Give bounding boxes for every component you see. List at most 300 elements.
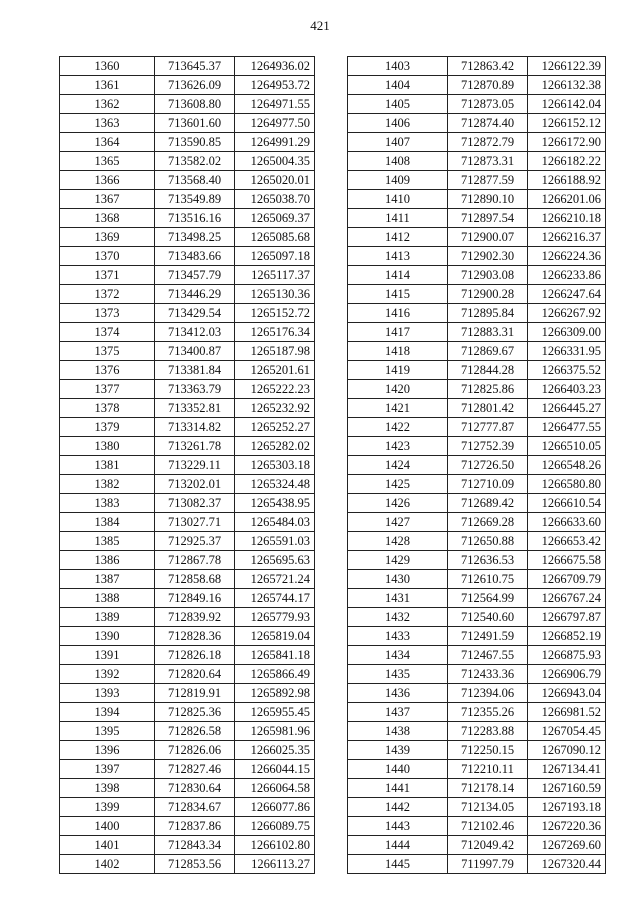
x-coordinate-cell: 712873.31	[448, 152, 528, 171]
x-coordinate-cell: 712102.46	[448, 817, 528, 836]
table-row	[348, 418, 606, 437]
table-row	[348, 798, 606, 817]
point-number-cell: 1417	[348, 323, 448, 342]
x-coordinate-cell: 712752.39	[448, 437, 528, 456]
x-coordinate-cell: 713457.79	[155, 266, 235, 285]
x-coordinate-cell: 711997.79	[448, 855, 528, 874]
x-coordinate-cell: 712903.08	[448, 266, 528, 285]
table-row	[348, 133, 606, 152]
point-number-cell: 1430	[348, 570, 448, 589]
table-row	[60, 304, 315, 323]
x-coordinate-cell: 712872.79	[448, 133, 528, 152]
y-coordinate-cell: 1266025.35	[235, 741, 315, 760]
x-coordinate-cell: 712834.67	[155, 798, 235, 817]
table-row	[60, 171, 315, 190]
point-number-cell: 1425	[348, 475, 448, 494]
y-coordinate-cell: 1265130.36	[235, 285, 315, 304]
point-number-cell: 1420	[348, 380, 448, 399]
point-number-cell: 1406	[348, 114, 448, 133]
coordinates-table-left	[59, 56, 315, 874]
point-number-cell: 1435	[348, 665, 448, 684]
x-coordinate-cell: 713590.85	[155, 133, 235, 152]
y-coordinate-cell: 1266331.95	[528, 342, 606, 361]
table-row	[60, 532, 315, 551]
point-number-cell: 1365	[60, 152, 155, 171]
table-row	[60, 798, 315, 817]
point-number-cell: 1411	[348, 209, 448, 228]
x-coordinate-cell: 712825.86	[448, 380, 528, 399]
table-row	[60, 570, 315, 589]
x-coordinate-cell: 713400.87	[155, 342, 235, 361]
x-coordinate-cell: 712433.36	[448, 665, 528, 684]
point-number-cell: 1395	[60, 722, 155, 741]
table-row	[60, 456, 315, 475]
x-coordinate-cell: 712610.75	[448, 570, 528, 589]
y-coordinate-cell: 1265097.18	[235, 247, 315, 266]
table-row	[60, 209, 315, 228]
coordinates-table-right	[347, 56, 606, 874]
point-number-cell: 1442	[348, 798, 448, 817]
x-coordinate-cell: 712863.42	[448, 57, 528, 76]
table-row	[60, 817, 315, 836]
x-coordinate-cell: 712355.26	[448, 703, 528, 722]
table-row	[348, 817, 606, 836]
point-number-cell: 1428	[348, 532, 448, 551]
point-number-cell: 1432	[348, 608, 448, 627]
table-row	[60, 779, 315, 798]
x-coordinate-cell: 713229.11	[155, 456, 235, 475]
point-number-cell: 1377	[60, 380, 155, 399]
x-coordinate-cell: 712867.78	[155, 551, 235, 570]
y-coordinate-cell: 1265201.61	[235, 361, 315, 380]
table-row	[60, 684, 315, 703]
point-number-cell: 1402	[60, 855, 155, 874]
point-number-cell: 1412	[348, 228, 448, 247]
point-number-cell: 1437	[348, 703, 448, 722]
table-row	[60, 95, 315, 114]
point-number-cell: 1393	[60, 684, 155, 703]
y-coordinate-cell: 1265252.27	[235, 418, 315, 437]
point-number-cell: 1387	[60, 570, 155, 589]
point-number-cell: 1392	[60, 665, 155, 684]
table-row	[60, 589, 315, 608]
table-row	[60, 760, 315, 779]
table-row	[60, 247, 315, 266]
table-row	[348, 494, 606, 513]
x-coordinate-cell: 713498.25	[155, 228, 235, 247]
point-number-cell: 1389	[60, 608, 155, 627]
point-number-cell: 1405	[348, 95, 448, 114]
point-number-cell: 1426	[348, 494, 448, 513]
table-row	[60, 133, 315, 152]
table-row	[60, 228, 315, 247]
point-number-cell: 1418	[348, 342, 448, 361]
x-coordinate-cell: 712870.89	[448, 76, 528, 95]
y-coordinate-cell: 1265484.03	[235, 513, 315, 532]
table-row	[60, 76, 315, 95]
x-coordinate-cell: 712925.37	[155, 532, 235, 551]
y-coordinate-cell: 1266201.06	[528, 190, 606, 209]
y-coordinate-cell: 1265038.70	[235, 190, 315, 209]
table-row	[60, 323, 315, 342]
y-coordinate-cell: 1266510.05	[528, 437, 606, 456]
table-row	[60, 437, 315, 456]
x-coordinate-cell: 713082.37	[155, 494, 235, 513]
x-coordinate-cell: 712540.60	[448, 608, 528, 627]
x-coordinate-cell: 712394.06	[448, 684, 528, 703]
x-coordinate-cell: 712900.28	[448, 285, 528, 304]
table-row	[60, 836, 315, 855]
point-number-cell: 1440	[348, 760, 448, 779]
y-coordinate-cell: 1267054.45	[528, 722, 606, 741]
x-coordinate-cell: 712844.28	[448, 361, 528, 380]
y-coordinate-cell: 1266064.58	[235, 779, 315, 798]
y-coordinate-cell: 1266653.42	[528, 532, 606, 551]
y-coordinate-cell: 1265282.02	[235, 437, 315, 456]
x-coordinate-cell: 712869.67	[448, 342, 528, 361]
table-row	[348, 855, 606, 874]
y-coordinate-cell: 1265591.03	[235, 532, 315, 551]
y-coordinate-cell: 1267134.41	[528, 760, 606, 779]
y-coordinate-cell: 1265955.45	[235, 703, 315, 722]
y-coordinate-cell: 1266077.86	[235, 798, 315, 817]
table-row	[60, 494, 315, 513]
table-row	[348, 570, 606, 589]
point-number-cell: 1391	[60, 646, 155, 665]
table-row	[60, 361, 315, 380]
point-number-cell: 1394	[60, 703, 155, 722]
y-coordinate-cell: 1267269.60	[528, 836, 606, 855]
table-row	[60, 57, 315, 76]
y-coordinate-cell: 1265020.01	[235, 171, 315, 190]
table-row	[348, 228, 606, 247]
table-row	[60, 608, 315, 627]
point-number-cell: 1386	[60, 551, 155, 570]
point-number-cell: 1421	[348, 399, 448, 418]
point-number-cell: 1414	[348, 266, 448, 285]
table-row	[60, 741, 315, 760]
y-coordinate-cell: 1265085.68	[235, 228, 315, 247]
table-row	[348, 190, 606, 209]
point-number-cell: 1438	[348, 722, 448, 741]
point-number-cell: 1369	[60, 228, 155, 247]
x-coordinate-cell: 712049.42	[448, 836, 528, 855]
x-coordinate-cell: 712828.36	[155, 627, 235, 646]
x-coordinate-cell: 712827.46	[155, 760, 235, 779]
point-number-cell: 1423	[348, 437, 448, 456]
table-row	[60, 722, 315, 741]
y-coordinate-cell: 1265176.34	[235, 323, 315, 342]
point-number-cell: 1373	[60, 304, 155, 323]
y-coordinate-cell: 1266267.92	[528, 304, 606, 323]
x-coordinate-cell: 712467.55	[448, 646, 528, 665]
y-coordinate-cell: 1266233.86	[528, 266, 606, 285]
point-number-cell: 1419	[348, 361, 448, 380]
point-number-cell: 1408	[348, 152, 448, 171]
y-coordinate-cell: 1265779.93	[235, 608, 315, 627]
point-number-cell: 1429	[348, 551, 448, 570]
y-coordinate-cell: 1265819.04	[235, 627, 315, 646]
table-row	[348, 152, 606, 171]
x-coordinate-cell: 712283.88	[448, 722, 528, 741]
point-number-cell: 1436	[348, 684, 448, 703]
point-number-cell: 1362	[60, 95, 155, 114]
point-number-cell: 1404	[348, 76, 448, 95]
table-row	[60, 152, 315, 171]
y-coordinate-cell: 1266852.19	[528, 627, 606, 646]
table-row	[348, 114, 606, 133]
y-coordinate-cell: 1266875.93	[528, 646, 606, 665]
y-coordinate-cell: 1265721.24	[235, 570, 315, 589]
y-coordinate-cell: 1267220.36	[528, 817, 606, 836]
x-coordinate-cell: 712726.50	[448, 456, 528, 475]
x-coordinate-cell: 712826.06	[155, 741, 235, 760]
point-number-cell: 1382	[60, 475, 155, 494]
point-number-cell: 1441	[348, 779, 448, 798]
x-coordinate-cell: 713608.80	[155, 95, 235, 114]
table-row	[348, 57, 606, 76]
y-coordinate-cell: 1265866.49	[235, 665, 315, 684]
x-coordinate-cell: 713601.60	[155, 114, 235, 133]
x-coordinate-cell: 713429.54	[155, 304, 235, 323]
table-row	[348, 551, 606, 570]
page-number: 421	[310, 18, 330, 33]
y-coordinate-cell: 1265117.37	[235, 266, 315, 285]
x-coordinate-cell: 713582.02	[155, 152, 235, 171]
x-coordinate-cell: 713381.84	[155, 361, 235, 380]
y-coordinate-cell: 1266102.80	[235, 836, 315, 855]
x-coordinate-cell: 712669.28	[448, 513, 528, 532]
point-number-cell: 1444	[348, 836, 448, 855]
table-row	[60, 285, 315, 304]
point-number-cell: 1399	[60, 798, 155, 817]
table-row	[348, 646, 606, 665]
x-coordinate-cell: 713446.29	[155, 285, 235, 304]
x-coordinate-cell: 713261.78	[155, 437, 235, 456]
y-coordinate-cell: 1264991.29	[235, 133, 315, 152]
table-row	[60, 855, 315, 874]
table-row	[348, 684, 606, 703]
table-row	[60, 665, 315, 684]
point-number-cell: 1433	[348, 627, 448, 646]
x-coordinate-cell: 712877.59	[448, 171, 528, 190]
table-row	[348, 513, 606, 532]
table-row	[60, 342, 315, 361]
table-row	[60, 418, 315, 437]
point-number-cell: 1375	[60, 342, 155, 361]
point-number-cell: 1416	[348, 304, 448, 323]
point-number-cell: 1363	[60, 114, 155, 133]
point-number-cell: 1390	[60, 627, 155, 646]
point-number-cell: 1374	[60, 323, 155, 342]
y-coordinate-cell: 1266142.04	[528, 95, 606, 114]
y-coordinate-cell: 1265152.72	[235, 304, 315, 323]
x-coordinate-cell: 713202.01	[155, 475, 235, 494]
y-coordinate-cell: 1267090.12	[528, 741, 606, 760]
point-number-cell: 1379	[60, 418, 155, 437]
table-row	[60, 646, 315, 665]
y-coordinate-cell: 1266172.90	[528, 133, 606, 152]
point-number-cell: 1368	[60, 209, 155, 228]
point-number-cell: 1381	[60, 456, 155, 475]
x-coordinate-cell: 712837.86	[155, 817, 235, 836]
y-coordinate-cell: 1265438.95	[235, 494, 315, 513]
y-coordinate-cell: 1267160.59	[528, 779, 606, 798]
y-coordinate-cell: 1266216.37	[528, 228, 606, 247]
point-number-cell: 1398	[60, 779, 155, 798]
point-number-cell: 1396	[60, 741, 155, 760]
y-coordinate-cell: 1266224.36	[528, 247, 606, 266]
y-coordinate-cell: 1266981.52	[528, 703, 606, 722]
table-row	[60, 703, 315, 722]
table-row	[60, 266, 315, 285]
x-coordinate-cell: 712819.91	[155, 684, 235, 703]
table-row	[60, 475, 315, 494]
y-coordinate-cell: 1266044.15	[235, 760, 315, 779]
point-number-cell: 1361	[60, 76, 155, 95]
x-coordinate-cell: 712839.92	[155, 608, 235, 627]
x-coordinate-cell: 712210.11	[448, 760, 528, 779]
x-coordinate-cell: 712900.07	[448, 228, 528, 247]
y-coordinate-cell: 1266188.92	[528, 171, 606, 190]
y-coordinate-cell: 1266375.52	[528, 361, 606, 380]
point-number-cell: 1431	[348, 589, 448, 608]
x-coordinate-cell: 712843.34	[155, 836, 235, 855]
y-coordinate-cell: 1266709.79	[528, 570, 606, 589]
x-coordinate-cell: 712849.16	[155, 589, 235, 608]
x-coordinate-cell: 713027.71	[155, 513, 235, 532]
x-coordinate-cell: 713352.81	[155, 399, 235, 418]
x-coordinate-cell: 712710.09	[448, 475, 528, 494]
table-row	[348, 722, 606, 741]
y-coordinate-cell: 1265232.92	[235, 399, 315, 418]
x-coordinate-cell: 712902.30	[448, 247, 528, 266]
point-number-cell: 1424	[348, 456, 448, 475]
table-row	[348, 304, 606, 323]
x-coordinate-cell: 712873.05	[448, 95, 528, 114]
x-coordinate-cell: 712826.58	[155, 722, 235, 741]
table-row	[348, 741, 606, 760]
x-coordinate-cell: 712853.56	[155, 855, 235, 874]
x-coordinate-cell: 712178.14	[448, 779, 528, 798]
y-coordinate-cell: 1266906.79	[528, 665, 606, 684]
y-coordinate-cell: 1266247.64	[528, 285, 606, 304]
y-coordinate-cell: 1266210.18	[528, 209, 606, 228]
table-row	[348, 342, 606, 361]
y-coordinate-cell: 1265695.63	[235, 551, 315, 570]
table-row	[60, 513, 315, 532]
x-coordinate-cell: 712801.42	[448, 399, 528, 418]
x-coordinate-cell: 713516.16	[155, 209, 235, 228]
table-row	[348, 209, 606, 228]
x-coordinate-cell: 712777.87	[448, 418, 528, 437]
table-row	[348, 95, 606, 114]
point-number-cell: 1384	[60, 513, 155, 532]
table-row	[348, 665, 606, 684]
y-coordinate-cell: 1265069.37	[235, 209, 315, 228]
point-number-cell: 1397	[60, 760, 155, 779]
y-coordinate-cell: 1264936.02	[235, 57, 315, 76]
point-number-cell: 1366	[60, 171, 155, 190]
y-coordinate-cell: 1267193.18	[528, 798, 606, 817]
table-row	[348, 437, 606, 456]
point-number-cell: 1376	[60, 361, 155, 380]
y-coordinate-cell: 1266675.58	[528, 551, 606, 570]
table-row	[348, 380, 606, 399]
y-coordinate-cell: 1266132.38	[528, 76, 606, 95]
x-coordinate-cell: 712897.54	[448, 209, 528, 228]
point-number-cell: 1383	[60, 494, 155, 513]
y-coordinate-cell: 1266548.26	[528, 456, 606, 475]
point-number-cell: 1413	[348, 247, 448, 266]
y-coordinate-cell: 1264953.72	[235, 76, 315, 95]
x-coordinate-cell: 712874.40	[448, 114, 528, 133]
table-row	[348, 361, 606, 380]
table-row	[348, 589, 606, 608]
point-number-cell: 1422	[348, 418, 448, 437]
x-coordinate-cell: 712858.68	[155, 570, 235, 589]
table-row	[348, 266, 606, 285]
x-coordinate-cell: 712890.10	[448, 190, 528, 209]
point-number-cell: 1371	[60, 266, 155, 285]
y-coordinate-cell: 1266943.04	[528, 684, 606, 703]
x-coordinate-cell: 712250.15	[448, 741, 528, 760]
x-coordinate-cell: 713363.79	[155, 380, 235, 399]
x-coordinate-cell: 712650.88	[448, 532, 528, 551]
x-coordinate-cell: 712689.42	[448, 494, 528, 513]
table-row	[348, 627, 606, 646]
x-coordinate-cell: 712636.53	[448, 551, 528, 570]
point-number-cell: 1409	[348, 171, 448, 190]
point-number-cell: 1367	[60, 190, 155, 209]
x-coordinate-cell: 712134.05	[448, 798, 528, 817]
y-coordinate-cell: 1266089.75	[235, 817, 315, 836]
table-row	[60, 627, 315, 646]
table-row	[348, 760, 606, 779]
y-coordinate-cell: 1265303.18	[235, 456, 315, 475]
table-row	[60, 380, 315, 399]
x-coordinate-cell: 712820.64	[155, 665, 235, 684]
point-number-cell: 1443	[348, 817, 448, 836]
point-number-cell: 1410	[348, 190, 448, 209]
y-coordinate-cell: 1266580.80	[528, 475, 606, 494]
y-coordinate-cell: 1266403.23	[528, 380, 606, 399]
point-number-cell: 1407	[348, 133, 448, 152]
x-coordinate-cell: 712895.84	[448, 304, 528, 323]
table-row	[348, 532, 606, 551]
point-number-cell: 1427	[348, 513, 448, 532]
y-coordinate-cell: 1265892.98	[235, 684, 315, 703]
point-number-cell: 1364	[60, 133, 155, 152]
x-coordinate-cell: 713412.03	[155, 323, 235, 342]
x-coordinate-cell: 713314.82	[155, 418, 235, 437]
x-coordinate-cell: 713549.89	[155, 190, 235, 209]
point-number-cell: 1380	[60, 437, 155, 456]
y-coordinate-cell: 1266767.24	[528, 589, 606, 608]
table-row	[348, 76, 606, 95]
y-coordinate-cell: 1265981.96	[235, 722, 315, 741]
y-coordinate-cell: 1266477.55	[528, 418, 606, 437]
table-row	[348, 779, 606, 798]
y-coordinate-cell: 1266113.27	[235, 855, 315, 874]
point-number-cell: 1415	[348, 285, 448, 304]
y-coordinate-cell: 1266633.60	[528, 513, 606, 532]
y-coordinate-cell: 1266309.00	[528, 323, 606, 342]
table-row	[60, 190, 315, 209]
x-coordinate-cell: 713626.09	[155, 76, 235, 95]
y-coordinate-cell: 1266445.27	[528, 399, 606, 418]
table-row	[60, 114, 315, 133]
